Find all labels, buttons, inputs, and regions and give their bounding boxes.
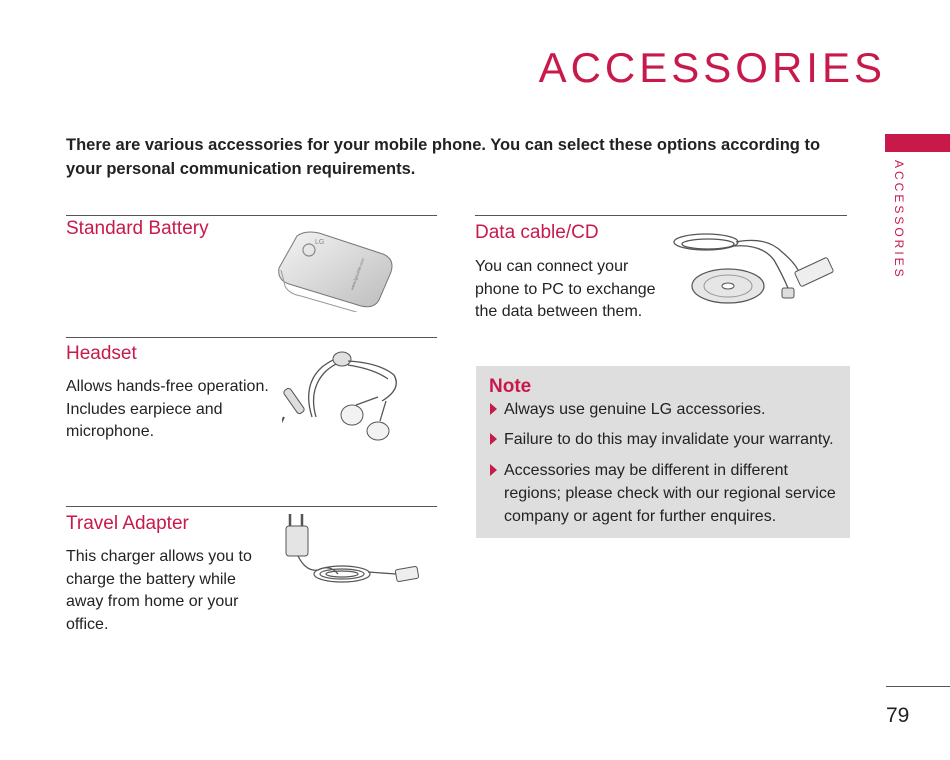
svg-text:LG: LG [315, 239, 325, 246]
adapter-description: This charger allows you to charge the battery while away from home or your office. [66, 548, 252, 633]
page-title: ACCESSORIES [538, 44, 886, 91]
page-number: 79 [886, 704, 910, 727]
section-divider [66, 506, 437, 507]
footer-divider [886, 686, 950, 687]
section-divider [66, 337, 437, 338]
svg-text:www.lgmobile.com: www.lgmobile.com [349, 257, 366, 291]
section-divider [475, 215, 847, 216]
note-item [490, 428, 844, 451]
bullet-arrow-icon [490, 433, 497, 445]
note-item-text: Always use genuine LG accessories. [504, 401, 766, 418]
side-section-label: ACCESSORIES [892, 160, 906, 280]
battery-icon [275, 226, 397, 312]
side-tab-marker [885, 134, 950, 152]
note-title: Note [489, 376, 532, 397]
note-box [476, 366, 850, 538]
adapter-title: Travel Adapter [66, 513, 189, 534]
datacable-description: You can connect your phone to PC to exchange the data between them. [475, 258, 656, 320]
note-item [490, 398, 844, 421]
note-item-text: Accessories may be different in different regions; please check with our regional service company or agent for further enquires. [504, 462, 836, 525]
section-divider [66, 215, 437, 216]
note-item-text: Failure to do this may invalidate your warranty. [504, 431, 834, 448]
headset-description: Allows hands-free operation. Includes earpiece and microphone. [66, 378, 269, 440]
intro-text: There are various accessories for your mobile phone. You can select these options according to your personal communication requirements. [66, 136, 821, 178]
bullet-arrow-icon [490, 403, 497, 415]
headset-title: Headset [66, 343, 137, 364]
datacable-title: Data cable/CD [475, 222, 599, 243]
note-item [490, 459, 844, 528]
battery-title: Standard Battery [66, 218, 209, 239]
bullet-arrow-icon [490, 464, 497, 476]
headset-icon [282, 345, 412, 445]
charger-icon [278, 512, 424, 594]
data-cable-cd-icon [670, 222, 842, 314]
